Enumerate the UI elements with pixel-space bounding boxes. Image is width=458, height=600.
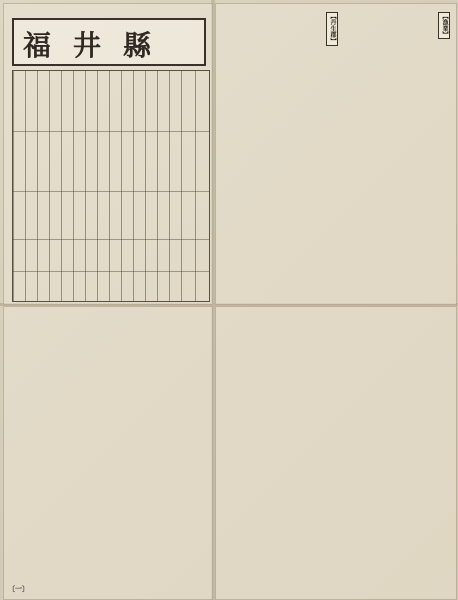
fisheries-panel	[215, 3, 457, 305]
fisheries-text	[340, 12, 450, 300]
statistics-table	[12, 70, 210, 302]
page-number: 〔一〕	[8, 584, 29, 593]
section-heading-county: 【丹生郡】	[326, 12, 338, 46]
county-text	[222, 12, 338, 300]
lower-left-text-panel	[3, 306, 213, 600]
lower-left-text	[8, 313, 208, 595]
lower-right-text	[220, 313, 452, 595]
statistics-panel	[3, 3, 213, 305]
title-box	[12, 18, 206, 66]
table-column	[195, 71, 210, 301]
table-column	[181, 71, 196, 301]
lower-right-text-panel	[215, 306, 457, 600]
section-heading-fisheries: 【漁業】	[438, 12, 450, 39]
page-title: 福井縣	[22, 29, 173, 62]
